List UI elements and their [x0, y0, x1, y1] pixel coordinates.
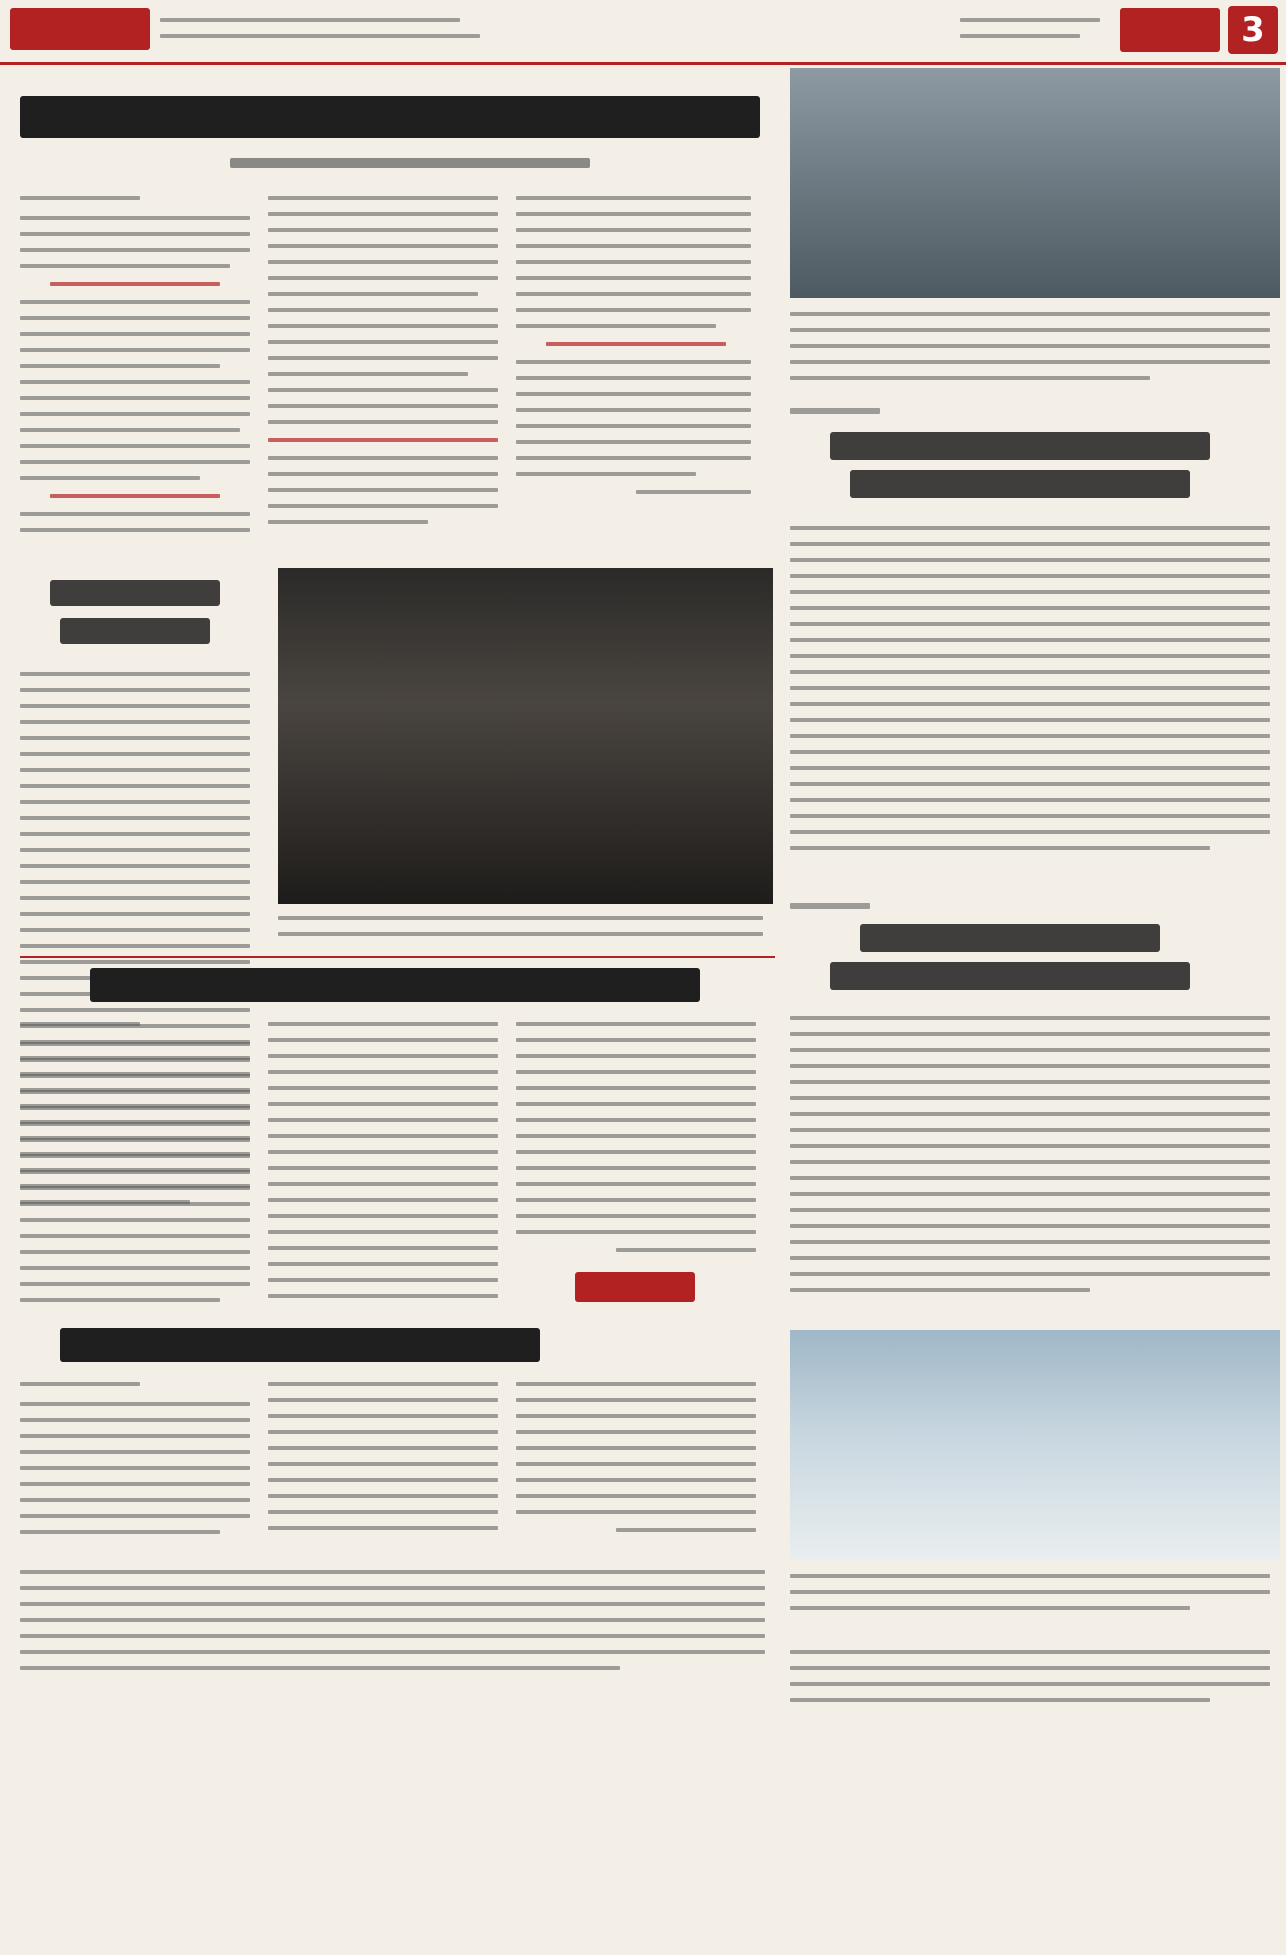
lead-article-col-3	[516, 190, 761, 550]
newspaper-logo	[10, 8, 150, 50]
memorial-article-col-3	[516, 1376, 766, 1546]
capital-flow-headline	[810, 428, 1260, 508]
bottom-text-block	[20, 1560, 775, 1940]
page-number-badge: 3	[1228, 6, 1278, 54]
pension-fraud-body	[790, 1010, 1280, 1310]
lead-article-col-2	[268, 190, 508, 550]
bottom-right-text-block	[790, 1640, 1280, 1940]
issue-info	[160, 12, 490, 52]
lead-subheadline	[230, 150, 610, 174]
contact-info	[960, 12, 1110, 52]
dabie-article-col-3	[516, 1016, 766, 1266]
masthead-rule	[0, 62, 1286, 65]
masthead	[0, 0, 1286, 60]
lead-article-col-1	[20, 190, 260, 550]
pension-fraud-kicker	[790, 895, 900, 915]
dabie-headline	[40, 962, 760, 1008]
memorial-headline	[40, 1322, 760, 1368]
dabie-article-col-2	[268, 1016, 508, 1316]
dabie-section-badge	[575, 1272, 695, 1302]
salt-field-photo	[790, 1330, 1280, 1560]
memorial-article-col-1	[20, 1376, 260, 1546]
pension-fraud-headline	[810, 920, 1260, 1000]
helicopter-photo-caption	[790, 306, 1280, 386]
helicopter-photo	[790, 68, 1280, 298]
capital-flow-body	[790, 520, 1280, 880]
memorial-article-col-2	[268, 1376, 508, 1546]
feature-section-rule	[20, 956, 775, 958]
section-label	[1120, 8, 1220, 52]
shanghai-headline	[40, 576, 240, 656]
capital-flow-kicker	[790, 400, 900, 420]
lead-headline	[20, 92, 770, 142]
salt-field-photo-caption	[790, 1568, 1280, 1628]
dinosaur-exhibit-photo	[278, 568, 773, 904]
dinosaur-exhibit-caption	[278, 910, 773, 950]
dabie-article-col-1	[20, 1016, 260, 1316]
